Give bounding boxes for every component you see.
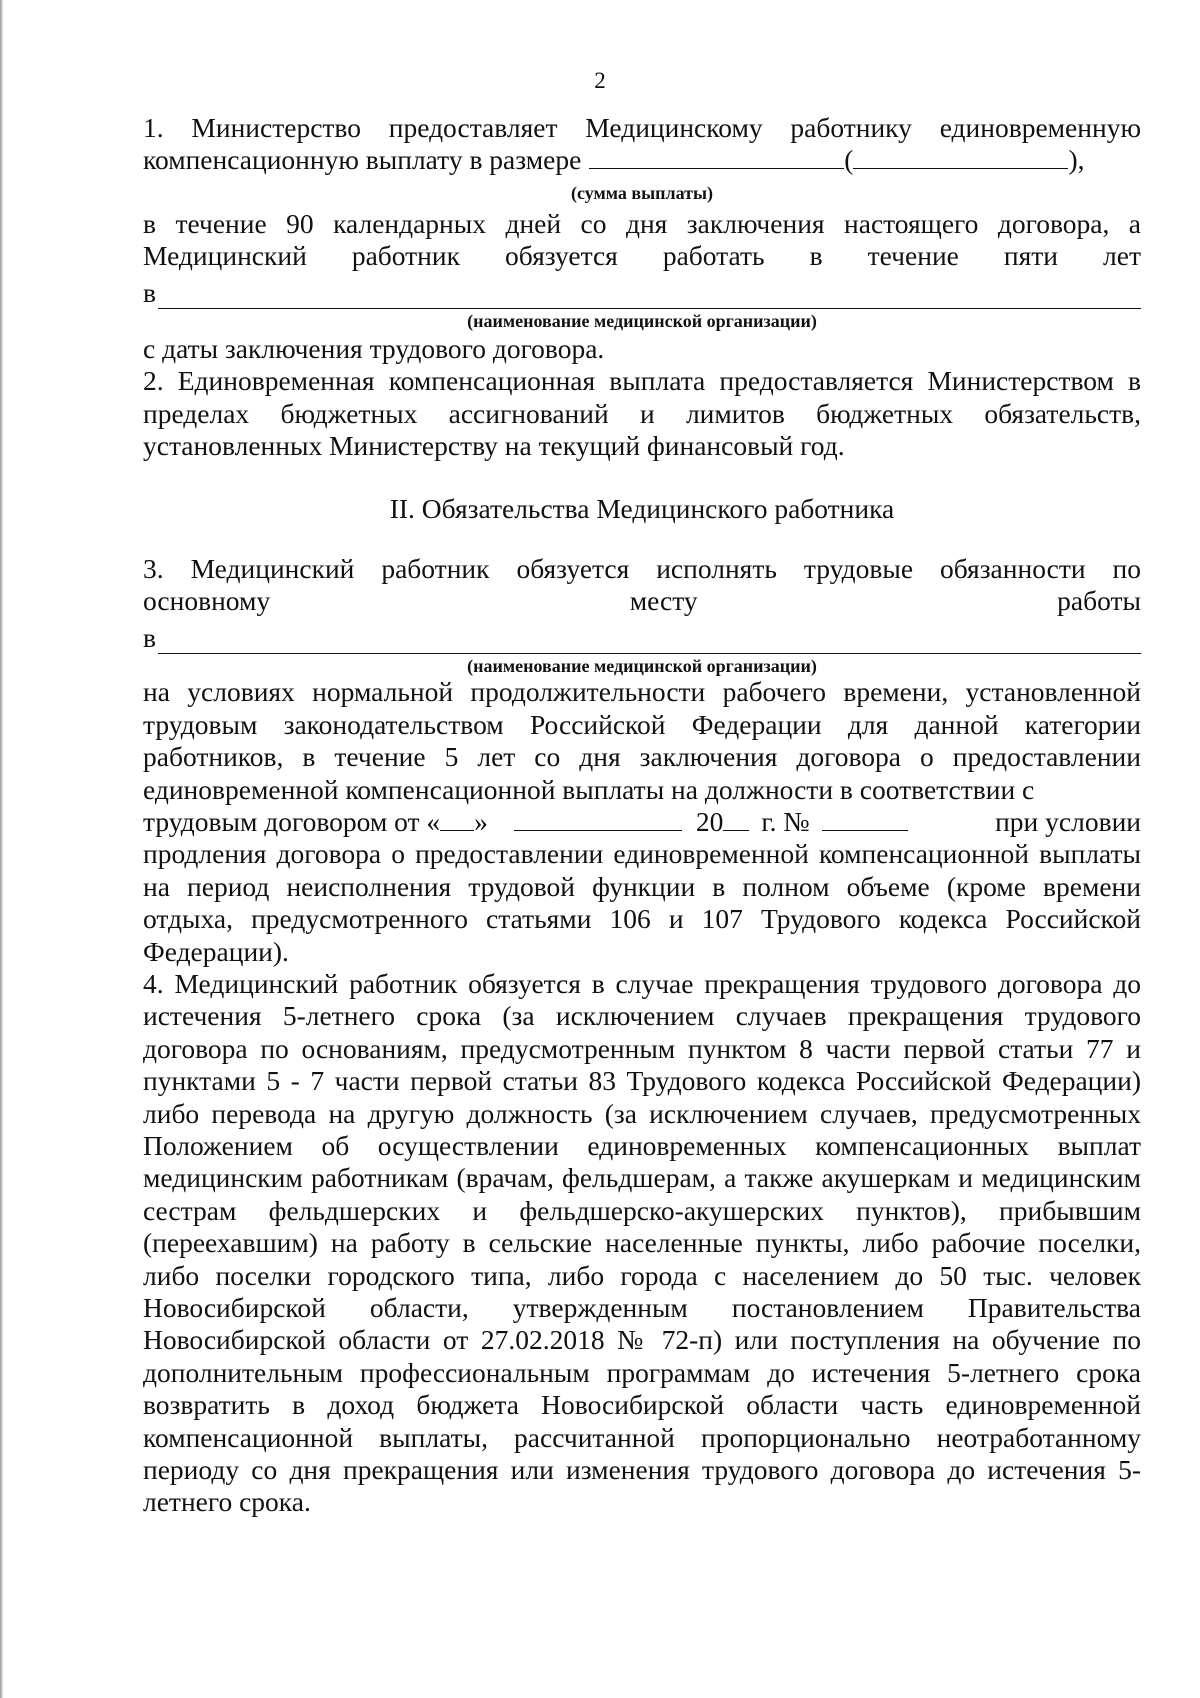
p2-text: 2. Единовременная компенсационная выплата предоставляется Министерством в пределах бюджетных ассигнований и лимитов бюджетных обязательств, установленных Министерству на текущий финансовый год. xyxy=(143,365,1141,462)
section-title: II. Обязательства Медицинского работника xyxy=(389,492,895,524)
p3-contract-line xyxy=(143,806,1141,838)
p1-line1: 1. Министерство предоставляет Медицинскому работнику единовременную xyxy=(143,112,1141,143)
contract-condition: при условии xyxy=(995,805,1141,837)
p1-open-paren: ( xyxy=(844,144,854,176)
organization-field-2[interactable] xyxy=(158,633,1141,654)
p4-text: 4. Медицинский работник обязуется в случае прекращения трудового договора до истечения 5-летнего срока (за исключением случаев прекращения трудового договора по основаниям, предусмотренным пунктом 8 части первой статьи 77 и пунктами 5 - 7 части первой статьи 83 Трудового кодекса Российской Федерации) либо перевода на другую должность (за исключением случаев, предусмотренных Положением об осуществлении единовременных компенсационных выплат медицинским работникам (врачам, фельдшерам, а также акушеркам и медицинским сестрам фельдшерских и фельдшерско-акушерских пунктов), прибывшим (переехавшим) на работу в сельские населенные пункты, либо рабочие поселки, либо поселки городского типа, либо города с населением до 50 тыс. человек Новосибирской области, утвержденным постановлением Правительства Новосибирской области от 27.02.2018 № 72-п) или поступления на обучение по дополнительным профессиональным программам до истечения 5-летнего срока возвратить в доход бюджета Новосибирской области часть единовременной компенсационной выплаты, рассчитанной пропорционально неотработанному периоду со дня прекращения или изменения трудового договора до истечения 5-летнего срока. xyxy=(143,967,1141,1518)
p1-line4: Медицинский работник обязуется работать в течение пяти лет xyxy=(143,240,1141,272)
p3-org-prefix: в xyxy=(143,621,156,653)
p1-line6: с даты заключения трудового договора. xyxy=(143,333,605,365)
amount-caption: (сумма выплаты) xyxy=(570,182,714,203)
contract-quote-close: » xyxy=(474,805,488,837)
p1-line2 xyxy=(143,144,1141,176)
p3-org-row xyxy=(143,622,1141,654)
p3-line1: 3. Медицинский работник обязуется исполнять трудовые обязанности по xyxy=(143,553,1141,585)
document-body xyxy=(143,112,1141,1519)
organization-field[interactable] xyxy=(158,288,1141,309)
contract-from-label: трудовым договором от « xyxy=(143,805,441,837)
contract-day-field[interactable] xyxy=(440,808,474,831)
p3-org-caption: (наименование медицинской организации) xyxy=(467,656,817,677)
contract-month-field[interactable] xyxy=(514,808,682,831)
page-number: 2 xyxy=(594,68,606,93)
p1-close-paren: ), xyxy=(1068,144,1085,176)
contract-number-field[interactable] xyxy=(822,808,908,831)
amount-number-field[interactable] xyxy=(589,146,844,169)
p1-org-prefix: в xyxy=(143,276,156,308)
amount-words-field[interactable] xyxy=(853,146,1068,169)
p1-line3: в течение 90 календарных дней со дня заключения настоящего договора, а xyxy=(143,207,1141,239)
p1-org-caption: (наименование медицинской организации) xyxy=(467,311,817,332)
p1-org-row xyxy=(143,277,1141,309)
p3-text-a: на условиях нормальной продолжительности рабочего времени, установленной трудовым законодательством Российской Федерации для данной категории работников, в течение 5 лет со дня заключения договора о предоставлении единовременной компенсационной выплаты на должности в соответствии с xyxy=(143,676,1141,805)
p3-line2: основному месту работы xyxy=(143,585,1141,617)
scan-edge xyxy=(0,0,3,1698)
contract-year-prefix: 20 xyxy=(695,805,724,837)
contract-year-field[interactable] xyxy=(723,808,749,831)
contract-number-label: г. № xyxy=(761,805,810,837)
p1-line2-text: компенсационную выплату в размере xyxy=(143,144,582,176)
p3-text-b: продления договора о предоставлении единовременной компенсационной выплаты на период неисполнения трудовой функции в полном объеме (кроме времени отдыха, предусмотренного статьями 106 и 107 Трудового кодекса Российской Федерации). xyxy=(143,838,1141,967)
